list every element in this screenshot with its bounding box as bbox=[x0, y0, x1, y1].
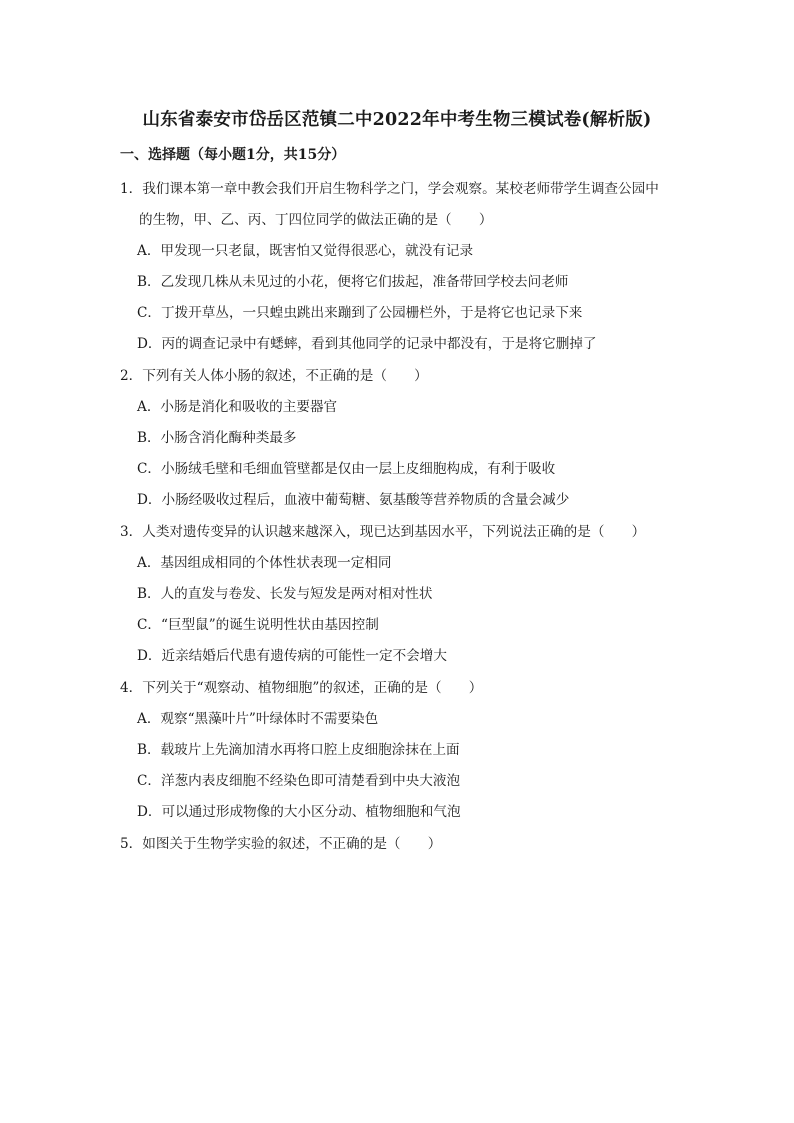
question-4-option-d: D．可以通过形成物像的大小区分动、植物细胞和气泡 bbox=[137, 804, 461, 820]
question-3-option-b: B．人的直发与卷发、长发与短发是两对相对性状 bbox=[137, 586, 433, 602]
question-4-stem: 4．下列关于“观察动、植物细胞”的叙述，正确的是（ ） bbox=[120, 680, 483, 696]
question-4-option-a: A．观察“黑藻叶片”叶绿体时不需要染色 bbox=[137, 711, 379, 727]
question-1-stem-cont: 的生物，甲、乙、丙、丁四位同学的做法正确的是（ ） bbox=[139, 212, 493, 228]
question-2-option-b: B．小肠含消化酶种类最多 bbox=[137, 430, 297, 446]
question-3-stem: 3．人类对遗传变异的认识越来越深入，现已达到基因水平，下列说法正确的是（ ） bbox=[120, 524, 646, 540]
question-2-option-a: A．小肠是消化和吸收的主要器官 bbox=[137, 399, 338, 415]
question-1-option-d: D．丙的调查记录中有蟋蟀，看到其他同学的记录中都没有，于是将它删掉了 bbox=[137, 336, 597, 352]
question-4-option-c: C．洋葱内表皮细胞不经染色即可清楚看到中央大液泡 bbox=[137, 773, 461, 789]
question-5-stem: 5．如图关于生物学实验的叙述，不正确的是（ ） bbox=[120, 836, 442, 852]
question-4-option-b: B．载玻片上先滴加清水再将口腔上皮细胞涂抹在上面 bbox=[137, 742, 460, 758]
question-2-stem: 2．下列有关人体小肠的叙述，不正确的是（ ） bbox=[120, 368, 428, 384]
question-1-option-a: A．甲发现一只老鼠，既害怕又觉得很恶心，就没有记录 bbox=[137, 243, 474, 259]
question-1-option-b: B．乙发现几株从未见过的小花，便将它们拔起，准备带回学校去问老师 bbox=[137, 274, 569, 290]
question-3-option-d: D．近亲结婚后代患有遗传病的可能性一定不会增大 bbox=[137, 648, 447, 664]
page-title: 山东省泰安市岱岳区范镇二中2022年中考生物三模试卷(解析版) bbox=[142, 110, 652, 130]
section-heading: 一、选择题（每小题1分，共15分） bbox=[120, 147, 346, 163]
question-2-option-d: D．小肠经吸收过程后，血液中葡萄糖、氨基酸等营养物质的含量会减少 bbox=[137, 492, 570, 508]
question-1-stem: 1．我们课本第一章中教会我们开启生物科学之门，学会观察。某校老师带学生调查公园中 bbox=[120, 181, 659, 197]
question-1-option-c: C．丁拨开草丛，一只蝗虫跳出来蹦到了公园栅栏外，于是将它也记录下来 bbox=[137, 305, 583, 321]
question-3-option-c: C．“巨型鼠”的诞生说明性状由基因控制 bbox=[137, 617, 379, 633]
question-2-option-c: C．小肠绒毛壁和毛细血管壁都是仅由一层上皮细胞构成，有利于吸收 bbox=[137, 461, 556, 477]
question-3-option-a: A．基因组成相同的个体性状表现一定相同 bbox=[137, 555, 392, 571]
